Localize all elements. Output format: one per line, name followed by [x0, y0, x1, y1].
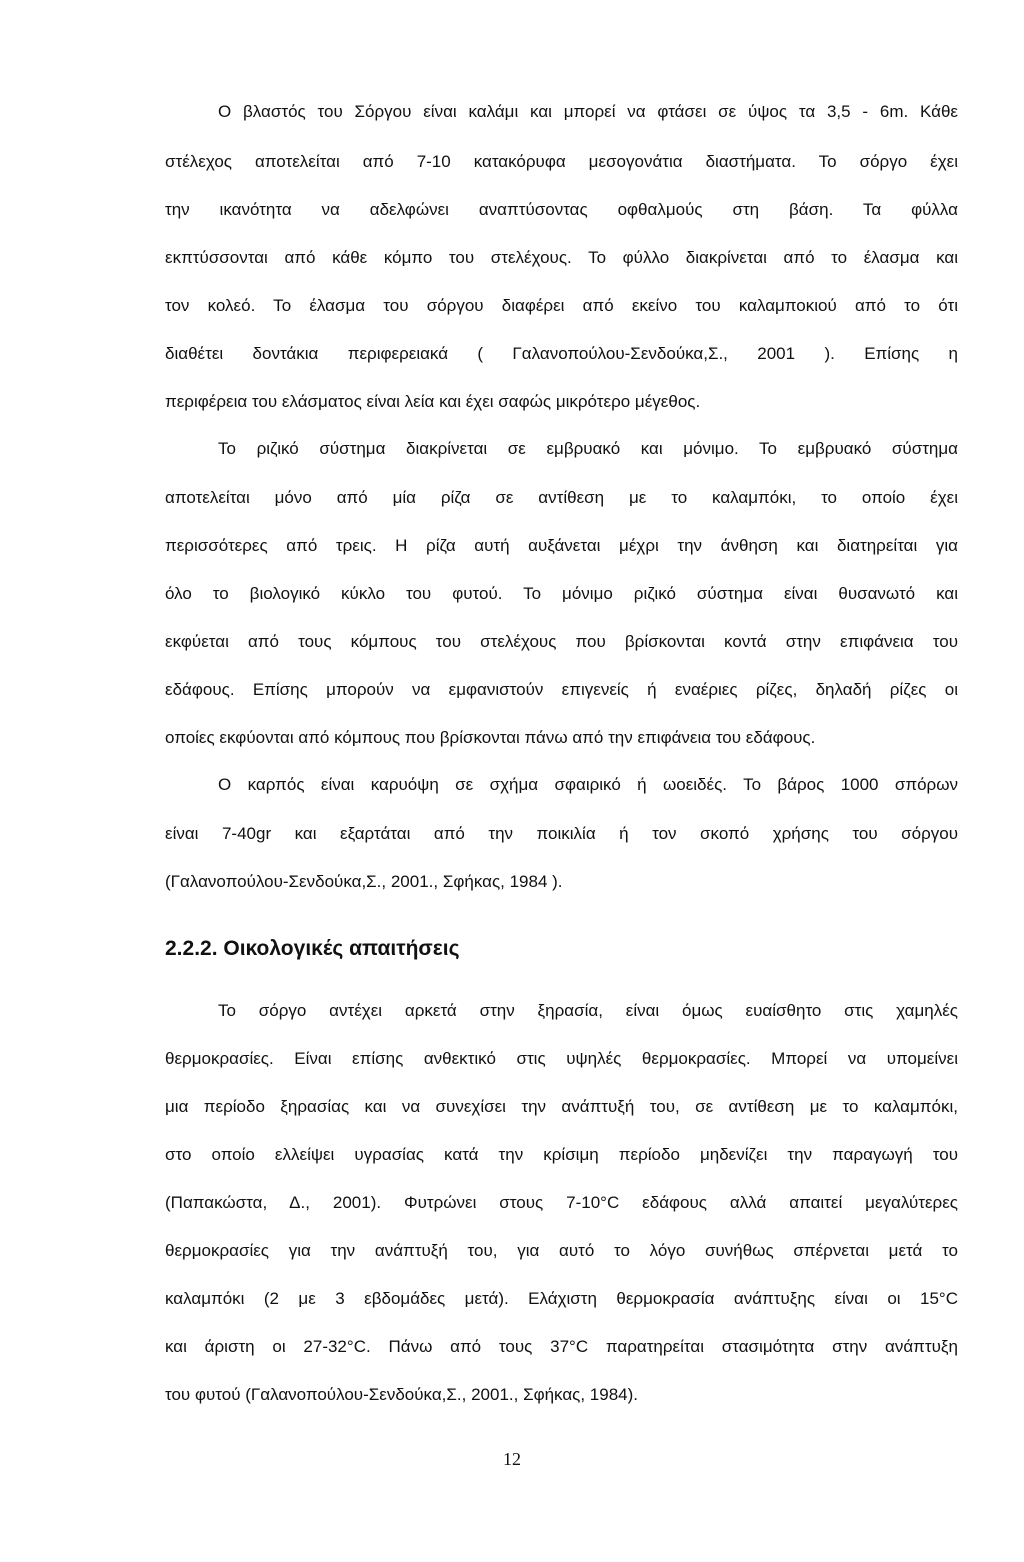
text-line: Το ριζικό σύστημα διακρίνεται σε εμβρυακό και μόνιμο. Το εμβρυακό σύστημα [218, 439, 958, 458]
text-line: (Παπακώστα, Δ., 2001). Φυτρώνει στους 7-10°C εδάφους αλλά απαιτεί μεγαλύτερες [165, 1193, 958, 1212]
text-line: περισσότερες από τρεις. Η ρίζα αυτή αυξάνεται μέχρι την άνθηση και διατηρείται για [165, 536, 958, 555]
page-number: 12 [503, 1449, 521, 1469]
text-line: όλο το βιολογικό κύκλο του φυτού. Το μόνιμο ριζικό σύστημα είναι θυσανωτό και [165, 584, 958, 603]
text-line: την ικανότητα να αδελφώνει αναπτύσοντας οφθαλμούς στη βάση. Τα φύλλα [165, 200, 958, 219]
text-line: στέλεχος αποτελείται από 7-10 κατακόρυφα μεσογονάτια διαστήματα. Το σόργο έχει [165, 152, 958, 171]
text-line: εκπτύσσονται από κάθε κόμπο του στελέχους. Το φύλλο διακρίνεται από το έλασμα και [165, 248, 958, 267]
text-line: εκφύεται από τους κόμπους του στελέχους που βρίσκονται κοντά στην επιφάνεια του [165, 632, 958, 651]
text-line: αποτελείται μόνο από μία ρίζα σε αντίθεση με το καλαμπόκι, το οποίο έχει [165, 488, 958, 507]
text-line: διαθέτει δοντάκια περιφερειακά ( Γαλανοπούλου-Σενδούκα,Σ., 2001 ). Επίσης η [165, 344, 958, 363]
text-line: του φυτού (Γαλανοπούλου-Σενδούκα,Σ., 2001., Σφήκας, 1984). [165, 1385, 639, 1404]
text-line: (Γαλανοπούλου-Σενδούκα,Σ., 2001., Σφήκας, 1984 ). [165, 872, 563, 891]
text-line: Το σόργο αντέχει αρκετά στην ξηρασία, είναι όμως ευαίσθητο στις χαμηλές [218, 1001, 958, 1020]
text-line: θερμοκρασίες. Είναι επίσης ανθεκτικό στις υψηλές θερμοκρασίες. Μπορεί να υπομείνει [165, 1049, 958, 1068]
text-line: θερμοκρασίες για την ανάπτυξή του, για αυτό το λόγο συνήθως σπέρνεται μετά το [165, 1241, 958, 1260]
text-line: τον κολεό. Το έλασμα του σόργου διαφέρει από εκείνο του καλαμποκιού από το ότι [165, 296, 958, 315]
text-line: εδάφους. Επίσης μπορούν να εμφανιστούν επιγενείς ή εναέριες ρίζες, δηλαδή ρίζες οι [165, 680, 958, 699]
text-line: και άριστη οι 27-32°C. Πάνω από τους 37°C παρατηρείται στασιμότητα στην ανάπτυξη [165, 1337, 958, 1356]
text-line: καλαμπόκι (2 με 3 εβδομάδες μετά). Ελάχιστη θερμοκρασία ανάπτυξης είναι οι 15°C [165, 1289, 958, 1308]
text-line: Ο βλαστός του Σόργου είναι καλάμι και μπορεί να φτάσει σε ύψος τα 3,5 - 6m. Κάθε [218, 102, 958, 121]
text-line: είναι 7-40gr και εξαρτάται από την ποικιλία ή τον σκοπό χρήσης του σόργου [165, 824, 958, 843]
text-line: Ο καρπός είναι καρυόψη σε σχήμα σφαιρικό ή ωοειδές. Το βάρος 1000 σπόρων [218, 775, 958, 794]
text-line: οποίες εκφύονται από κόμπους που βρίσκονται πάνω από την επιφάνεια του εδάφους. [165, 728, 816, 747]
section-heading: 2.2.2. Οικολογικές απαιτήσεις [165, 937, 460, 960]
text-line: περιφέρεια του ελάσματος είναι λεία και έχει σαφώς μικρότερο μέγεθος. [165, 392, 701, 411]
text-line: στο οποίο ελλείψει υγρασίας κατά την κρίσιμη περίοδο μηδενίζει την παραγωγή του [165, 1145, 958, 1164]
text-line: μια περίοδο ξηρασίας και να συνεχίσει την ανάπτυξή του, σε αντίθεση με το καλαμπόκι, [165, 1097, 958, 1116]
